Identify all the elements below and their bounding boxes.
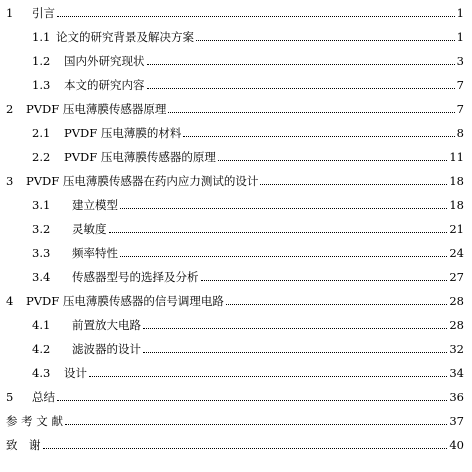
toc-entry-number: 3.4	[32, 270, 51, 284]
toc-entry-title: 滤波器的设计	[72, 342, 141, 356]
toc-entry-title: PVDF 压电薄膜传感器的原理	[64, 150, 216, 164]
toc-entry-title: PVDF 压电薄膜的材料	[64, 126, 182, 140]
toc-entry-number: 3.3	[32, 246, 51, 260]
toc-entry-title: 论文的研究背景及解决方案	[56, 30, 194, 44]
toc-entry-title: 致 谢	[6, 438, 41, 452]
toc-entry-page: 11	[449, 150, 464, 164]
dot-leader	[168, 112, 454, 113]
toc-entry-title: PVDF 压电薄膜传感器原理	[26, 102, 167, 116]
toc-entry-page: 21	[449, 222, 464, 236]
toc-entry-page: 8	[456, 126, 464, 140]
toc-entry-3-2[interactable]	[0, 216, 472, 236]
toc-entry-page: 18	[449, 174, 464, 188]
toc-entry-3-3[interactable]	[0, 240, 472, 260]
toc-entry-page: 7	[456, 78, 464, 92]
toc-entry-number: 2.1	[32, 126, 51, 140]
toc-entry-title: 灵敏度	[72, 222, 107, 236]
toc-entry-page: 1	[456, 30, 464, 44]
toc-entry-title: 本文的研究内容	[64, 78, 145, 92]
toc-entry-references[interactable]	[0, 408, 472, 428]
toc-entry-1-3[interactable]	[0, 72, 472, 92]
toc-entry-title: 建立模型	[72, 198, 118, 212]
toc-entry-title: 传感器型号的选择及分析	[72, 270, 199, 284]
toc-entry-page: 37	[449, 414, 464, 428]
dot-leader	[147, 64, 455, 65]
toc-entry-title: 前置放大电路	[72, 318, 141, 332]
dot-leader	[143, 352, 447, 353]
toc-entry-4-2[interactable]	[0, 336, 472, 356]
toc-entry-number: 4	[6, 294, 14, 308]
toc-entry-number: 5	[6, 390, 14, 404]
toc-entry-number: 3.1	[32, 198, 51, 212]
toc-entry-title: 参 考 文 献	[6, 414, 63, 428]
dot-leader	[147, 88, 455, 89]
dot-leader	[260, 184, 447, 185]
toc-entry-number: 3	[6, 174, 14, 188]
dot-leader	[201, 280, 448, 281]
toc-entry-4-1[interactable]	[0, 312, 472, 332]
dot-leader	[143, 328, 447, 329]
toc-entry-page: 28	[449, 318, 464, 332]
toc-entry-page: 1	[456, 6, 464, 20]
toc-entry-4[interactable]	[0, 288, 472, 308]
toc-entry-title: 设计	[64, 366, 87, 380]
toc-entry-number: 1.1	[32, 30, 51, 44]
toc-entry-2[interactable]	[0, 96, 472, 116]
toc-entry-title: PVDF 压电薄膜传感器在药内应力测试的设计	[26, 174, 259, 188]
toc-entry-page: 18	[449, 198, 464, 212]
toc-entry-number: 4.3	[32, 366, 51, 380]
toc-entry-page: 32	[449, 342, 464, 356]
toc-entry-page: 34	[449, 366, 464, 380]
dot-leader	[218, 160, 447, 161]
toc-entry-number: 1	[6, 6, 14, 20]
toc-entry-2-2[interactable]	[0, 144, 472, 164]
toc-entry-3-4[interactable]	[0, 264, 472, 284]
toc-entry-number: 4.1	[32, 318, 51, 332]
toc-entry-number: 1.3	[32, 78, 51, 92]
toc-entry-1-2[interactable]	[0, 48, 472, 68]
toc-entry-5[interactable]	[0, 384, 472, 404]
toc-entry-title: PVDF 压电薄膜传感器的信号调理电路	[26, 294, 224, 308]
toc-entry-page: 36	[449, 390, 464, 404]
dot-leader	[183, 136, 454, 137]
toc-entry-4-3[interactable]	[0, 360, 472, 380]
dot-leader	[120, 256, 447, 257]
dot-leader	[226, 304, 447, 305]
toc-entry-number: 2	[6, 102, 14, 116]
toc-entry-page: 24	[449, 246, 464, 260]
toc-entry-1[interactable]	[0, 0, 472, 20]
toc-entry-number: 3.2	[32, 222, 51, 236]
toc-entry-title: 引言	[32, 6, 55, 20]
toc-entry-title: 频率特性	[72, 246, 118, 260]
dot-leader	[43, 448, 448, 449]
toc-entry-number: 1.2	[32, 54, 51, 68]
toc-entry-title: 总结	[32, 390, 55, 404]
toc-entry-page: 27	[449, 270, 464, 284]
dot-leader	[120, 208, 447, 209]
toc-entry-3[interactable]	[0, 168, 472, 188]
dot-leader	[196, 40, 455, 41]
toc-entry-page: 40	[449, 438, 464, 452]
toc-entry-page: 3	[456, 54, 464, 68]
toc-entry-3-1[interactable]	[0, 192, 472, 212]
toc-entry-acknowledgements[interactable]	[0, 432, 472, 452]
toc-entry-1-1[interactable]	[0, 24, 472, 44]
toc-entry-2-1[interactable]	[0, 120, 472, 140]
toc-entry-title: 国内外研究现状	[64, 54, 145, 68]
dot-leader	[65, 424, 447, 425]
toc-entry-page: 28	[449, 294, 464, 308]
dot-leader	[57, 400, 447, 401]
toc-entry-page: 7	[456, 102, 464, 116]
dot-leader	[109, 232, 448, 233]
dot-leader	[57, 16, 455, 17]
dot-leader	[89, 376, 447, 377]
toc-entry-number: 2.2	[32, 150, 51, 164]
toc-entry-number: 4.2	[32, 342, 51, 356]
